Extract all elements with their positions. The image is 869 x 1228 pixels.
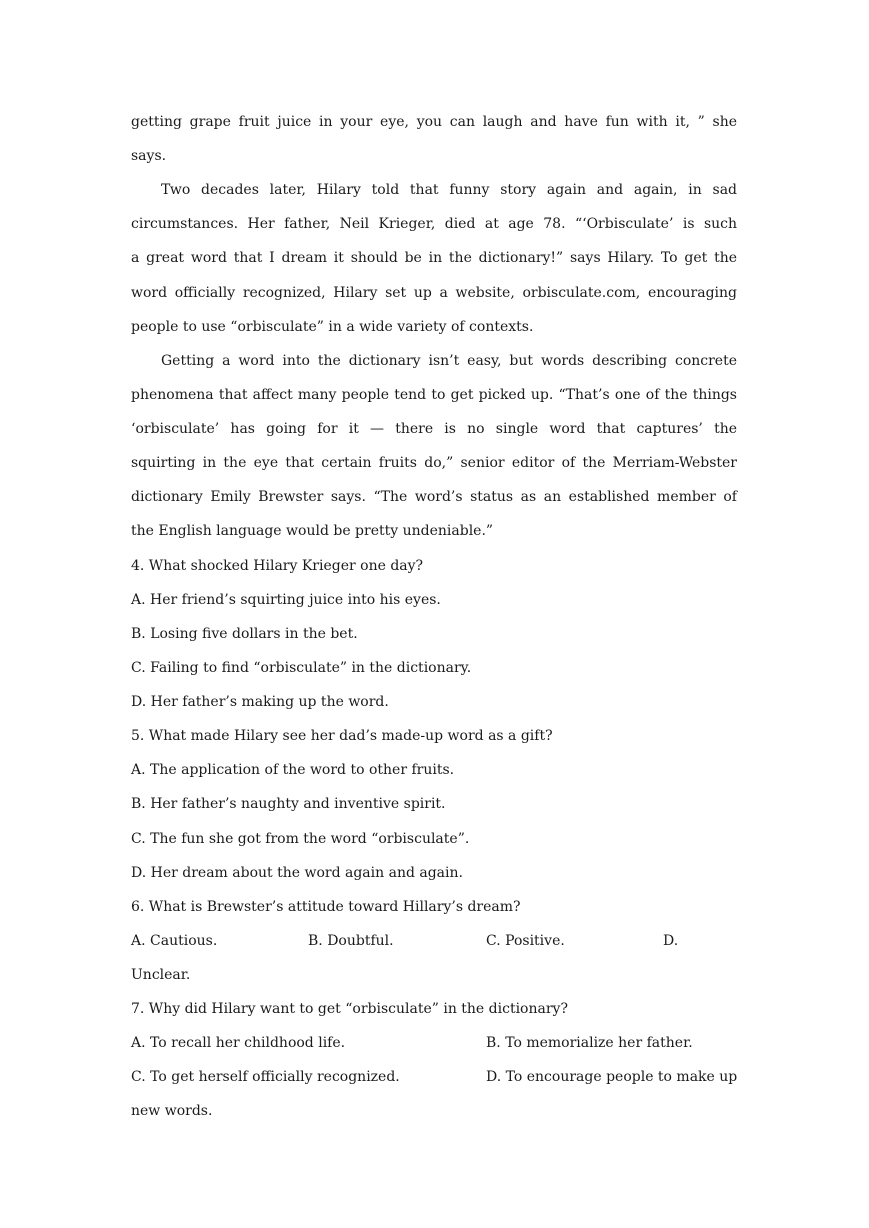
option-b: B. Losing five dollars in the bet. [131, 626, 358, 642]
passage-line: Getting a word into the dictionary isn’t easy, but words describing concrete [161, 353, 737, 369]
passage-line: word officially recognized, Hilary set up a website, orbisculate.com, encouraging [131, 285, 737, 301]
option-d: D. Her dream about the word again and again. [131, 865, 463, 881]
question-stem: 6. What is Brewster’s attitude toward Hillary’s dream? [131, 899, 521, 915]
option-d-continued: Unclear. [131, 967, 191, 983]
passage-line: says. [131, 148, 167, 164]
passage-line: phenomena that affect many people tend to get picked up. “That’s one of the things [131, 387, 737, 403]
passage-line: people to use “orbisculate” in a wide variety of contexts. [131, 319, 534, 335]
passage-line: dictionary Emily Brewster says. “The word’s status as an established member of [131, 489, 737, 505]
option-a: A. Cautious. [131, 933, 218, 949]
option-d-continued: new words. [131, 1103, 213, 1119]
question-stem: 5. What made Hilary see her dad’s made-up word as a gift? [131, 728, 553, 744]
passage-line: the English language would be pretty undeniable.” [131, 523, 494, 539]
passage-line: circumstances. Her father, Neil Krieger, died at age 78. “‘Orbisculate’ is such [131, 216, 737, 232]
passage-line: squirting in the eye that certain fruits do,” senior editor of the Merriam-Webster [131, 455, 737, 471]
passage-line: getting grape fruit juice in your eye, you can laugh and have fun with it, ” she [131, 114, 737, 130]
option-b: B. To memorialize her father. [486, 1035, 693, 1051]
option-b: B. Her father’s naughty and inventive spirit. [131, 796, 446, 812]
option-a: A. The application of the word to other fruits. [131, 762, 455, 778]
passage-line: Two decades later, Hilary told that funny story again and again, in sad [161, 182, 737, 198]
option-c: C. Failing to find “orbisculate” in the dictionary. [131, 660, 472, 676]
passage-line: ‘orbisculate’ has going for it — there is no single word that captures’ the [131, 421, 737, 437]
option-d: D. To encourage people to make up [486, 1069, 738, 1085]
option-a: A. Her friend’s squirting juice into his eyes. [131, 592, 441, 608]
option-d: D. Her father’s making up the word. [131, 694, 389, 710]
question-stem: 7. Why did Hilary want to get “orbisculate” in the dictionary? [131, 1001, 568, 1017]
option-d: D. [663, 933, 679, 949]
option-c: C. The fun she got from the word “orbisculate”. [131, 831, 470, 847]
option-a: A. To recall her childhood life. [131, 1035, 346, 1051]
passage-line: a great word that I dream it should be in the dictionary!” says Hilary. To get the [131, 250, 737, 266]
option-c: C. To get herself officially recognized. [131, 1069, 400, 1085]
option-c: C. Positive. [486, 933, 565, 949]
option-b: B. Doubtful. [308, 933, 394, 949]
question-stem: 4. What shocked Hilary Krieger one day? [131, 558, 424, 574]
